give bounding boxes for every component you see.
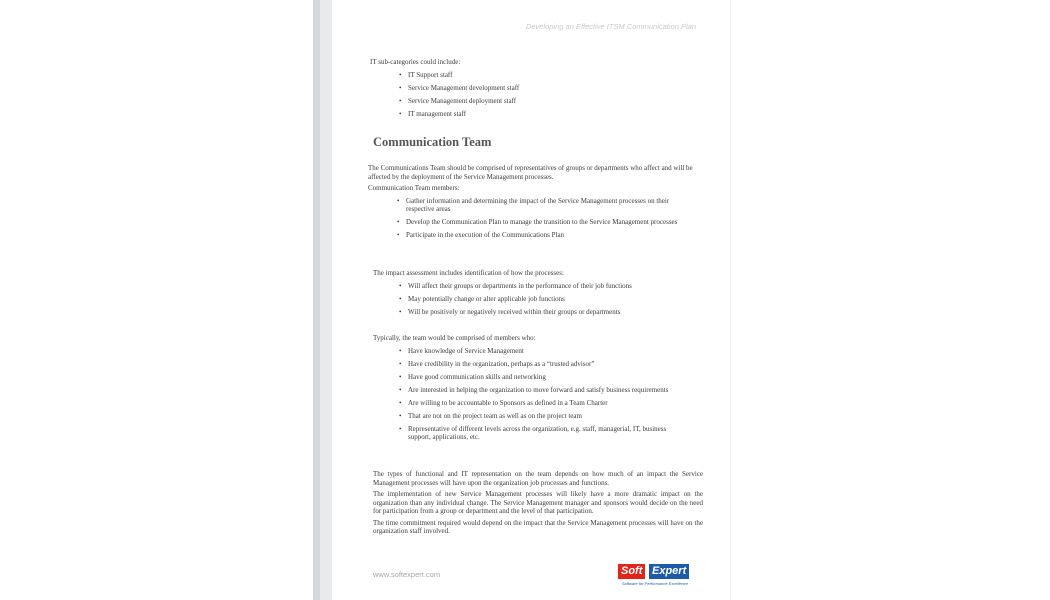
logo-expert-text: Expert bbox=[649, 564, 689, 579]
list-item: • Representative of different levels across the organization, e.g. staff, managerial, IT, business support, applications, etc. bbox=[399, 425, 679, 442]
impact-list bbox=[399, 282, 703, 317]
team-block bbox=[368, 164, 701, 244]
closing-block bbox=[373, 470, 703, 536]
list-item: • Service Management deployment staff bbox=[399, 97, 690, 106]
list-item: • Participate in the execution of the Communications Plan bbox=[397, 231, 687, 240]
page-edge bbox=[730, 0, 731, 600]
list-item: • Will be positively or negatively received within their groups or departments bbox=[399, 308, 703, 317]
list-item: • That are not on the project team as well as on the project team bbox=[399, 412, 679, 421]
softexpert-logo bbox=[618, 562, 700, 590]
typically-block bbox=[373, 334, 703, 446]
members-duties-list bbox=[397, 197, 687, 240]
list-item: • Are willing to be accountable to Sponsors as defined in a Team Charter bbox=[399, 399, 679, 408]
list-item: • Will affect their groups or departments in the performance of their job functions bbox=[399, 282, 703, 291]
list-item: • IT management staff bbox=[399, 110, 690, 119]
list-item: • May potentially change or alter applicable job functions bbox=[399, 295, 703, 304]
viewer-scroll-gutter bbox=[313, 0, 320, 600]
viewer-page-margin bbox=[320, 0, 332, 600]
list-item: • IT Support staff bbox=[399, 71, 690, 80]
list-item: • Service Management development staff bbox=[399, 84, 690, 93]
running-header: Developing an Effective ITSM Communication Plan bbox=[525, 22, 696, 31]
typically-list bbox=[399, 347, 679, 442]
members-label: Communication Team members: bbox=[368, 184, 460, 192]
closing-paragraph: The time commitment required would depend on the impact that the Service Management processes will have on the organization staff involved. bbox=[373, 518, 703, 535]
typically-intro: Typically, the team would be comprised of members who: bbox=[373, 334, 536, 342]
footer-url: www.softexpert.com bbox=[373, 570, 441, 579]
document-page bbox=[332, 0, 730, 600]
subcategories-list bbox=[399, 71, 690, 119]
logo-soft-text: Soft bbox=[618, 564, 645, 579]
list-item: • Have credibility in the organization, perhaps as a “trusted advisor” bbox=[399, 360, 679, 369]
list-item: • Are interested in helping the organization to move forward and satisfy business requirements bbox=[399, 386, 679, 395]
closing-paragraph: The implementation of new Service Management processes will likely have a more dramatic impact on the organization than any individual change. The Service Management manager and sponsors would decide on the need for participation from a group or department and the level of that participation. bbox=[373, 490, 703, 515]
subcategories-block bbox=[370, 58, 690, 123]
subcategories-intro: IT sub-categories could include: bbox=[370, 58, 461, 66]
closing-paragraph: The types of functional and IT representation on the team depends on how much of an impact the Service Management processes will have upon the organization job processes and functions. bbox=[373, 470, 703, 487]
list-item: • Develop the Communication Plan to manage the transition to the Service Management processes bbox=[397, 218, 687, 227]
impact-block bbox=[373, 269, 703, 321]
list-item: • Have good communication skills and networking bbox=[399, 373, 679, 382]
section-title: Communication Team bbox=[373, 135, 492, 149]
team-intro-paragraph: The Communications Team should be comprised of representatives of groups or departments who affect and will be affected by the deployment of the Service Management processes. bbox=[368, 164, 693, 181]
list-item: • Gather information and determining the impact of the Service Management processes on their respective areas bbox=[397, 197, 687, 214]
logo-tagline: Software for Performance Excellence bbox=[622, 581, 689, 586]
impact-intro: The impact assessment includes identification of how the processes: bbox=[373, 269, 564, 277]
list-item: • Have knowledge of Service Management bbox=[399, 347, 679, 356]
